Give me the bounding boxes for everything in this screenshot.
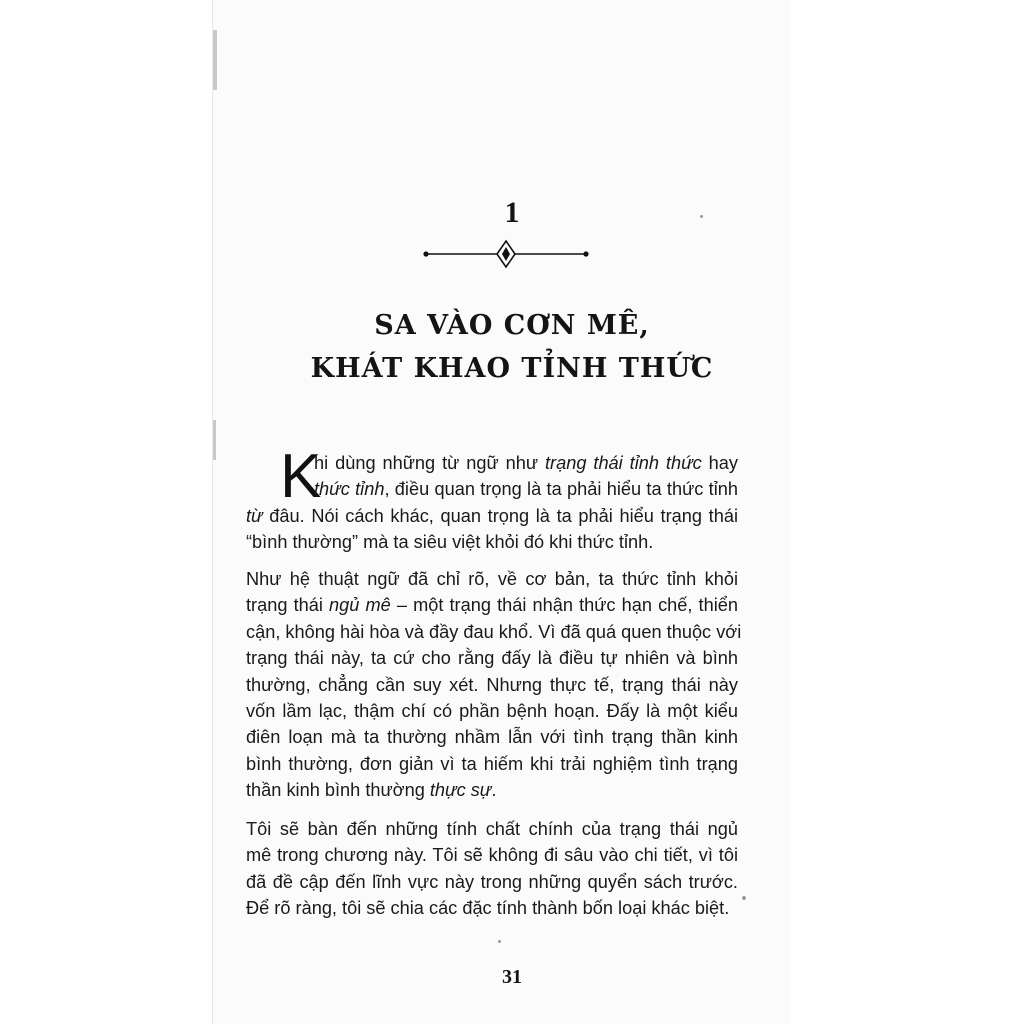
text-line bbox=[246, 450, 738, 476]
paragraph-3 bbox=[246, 816, 738, 922]
text-segment: Như hệ thuật ngữ đã chỉ rõ, về cơ bản, ta thức tỉnh khỏi bbox=[246, 569, 738, 589]
text-line bbox=[246, 476, 738, 502]
chapter-divider-ornament bbox=[420, 238, 592, 270]
text-line bbox=[246, 503, 738, 529]
text-segment: trạng thái này, ta cứ cho rằng đấy là điều tự nhiên và bình bbox=[246, 648, 738, 669]
scan-speck bbox=[742, 896, 746, 900]
text-line bbox=[246, 645, 738, 671]
text-line bbox=[246, 869, 738, 895]
text-segment: mê trong chương này. Tôi sẽ không đi sâu vào chi tiết, vì tôi bbox=[246, 845, 738, 866]
drop-cap: K bbox=[280, 442, 322, 511]
italic-text: từ bbox=[246, 505, 263, 526]
italic-text: trạng thái tỉnh thức bbox=[544, 453, 702, 473]
text-line bbox=[246, 672, 738, 698]
chapter-title-line-1: SA VÀO CƠN MÊ, bbox=[374, 310, 650, 341]
page-number: 31 bbox=[502, 966, 522, 988]
text-line bbox=[246, 619, 742, 645]
text-segment: hay bbox=[701, 453, 738, 473]
text-segment: điên loạn mà ta thường nhầm lẫn với tình trạng thần kinh bbox=[246, 727, 738, 748]
text-segment: hi dùng những từ ngữ như bbox=[314, 453, 545, 473]
scan-speck bbox=[700, 215, 703, 218]
text-line bbox=[246, 592, 738, 618]
text-line bbox=[246, 724, 738, 750]
chapter-number: 1 bbox=[504, 196, 520, 229]
text-line bbox=[246, 895, 738, 921]
text-segment: , điều quan trọng là ta phải hiểu ta thức tỉnh bbox=[384, 479, 738, 500]
scan-edge-mark bbox=[213, 420, 216, 460]
text-segment: đâu. Nói cách khác, quan trọng là ta phải hiểu trạng thái bbox=[262, 505, 738, 526]
text-segment: bình thường, đơn giản vì ta hiếm khi trải nghiệm tình trạng bbox=[246, 753, 738, 774]
paragraph-1 bbox=[246, 450, 738, 556]
text-segment: Để rõ ràng, tôi sẽ chia các đặc tính thành bốn loại khác biệt. bbox=[246, 898, 730, 919]
text-segment: – một trạng thái nhận thức hạn chế, thiển bbox=[390, 595, 738, 616]
text-line bbox=[246, 566, 738, 592]
text-line bbox=[246, 751, 738, 777]
text-line bbox=[246, 842, 738, 868]
text-segment: thần kinh bình thường bbox=[246, 780, 430, 801]
italic-text: ngủ mê bbox=[329, 595, 391, 616]
italic-text: thức tỉnh bbox=[314, 479, 385, 500]
text-segment: trạng thái bbox=[246, 595, 329, 616]
text-segment: . bbox=[491, 780, 497, 801]
text-segment: thường, chẳng cần suy xét. Nhưng thực tế, trạng thái này bbox=[246, 674, 738, 695]
scan-edge-mark bbox=[213, 30, 217, 90]
italic-text: thực sự bbox=[429, 780, 492, 801]
scan-speck bbox=[498, 940, 501, 943]
text-segment: Tôi sẽ bàn đến những tính chất chính của trạng thái ngủ bbox=[246, 819, 738, 839]
chapter-title-line-2: KHÁT KHAO TỈNH THỨC bbox=[310, 353, 714, 384]
text-line bbox=[246, 698, 738, 724]
text-segment: cận, không hài hòa và đầy đau khổ. Vì đã quá quen thuộc với bbox=[246, 621, 742, 642]
text-segment: đã đề cập đến lĩnh vực này trong những quyển sách trước. bbox=[246, 871, 738, 892]
text-line bbox=[246, 816, 738, 842]
text-line bbox=[246, 529, 738, 555]
text-segment: “bình thường” mà ta siêu việt khỏi đó khi thức tỉnh. bbox=[246, 532, 654, 553]
text-segment: vốn lầm lạc, thậm chí có phần bệnh hoạn. Đấy là một kiểu bbox=[246, 701, 738, 722]
text-line bbox=[246, 777, 738, 803]
paragraph-2 bbox=[246, 566, 742, 804]
